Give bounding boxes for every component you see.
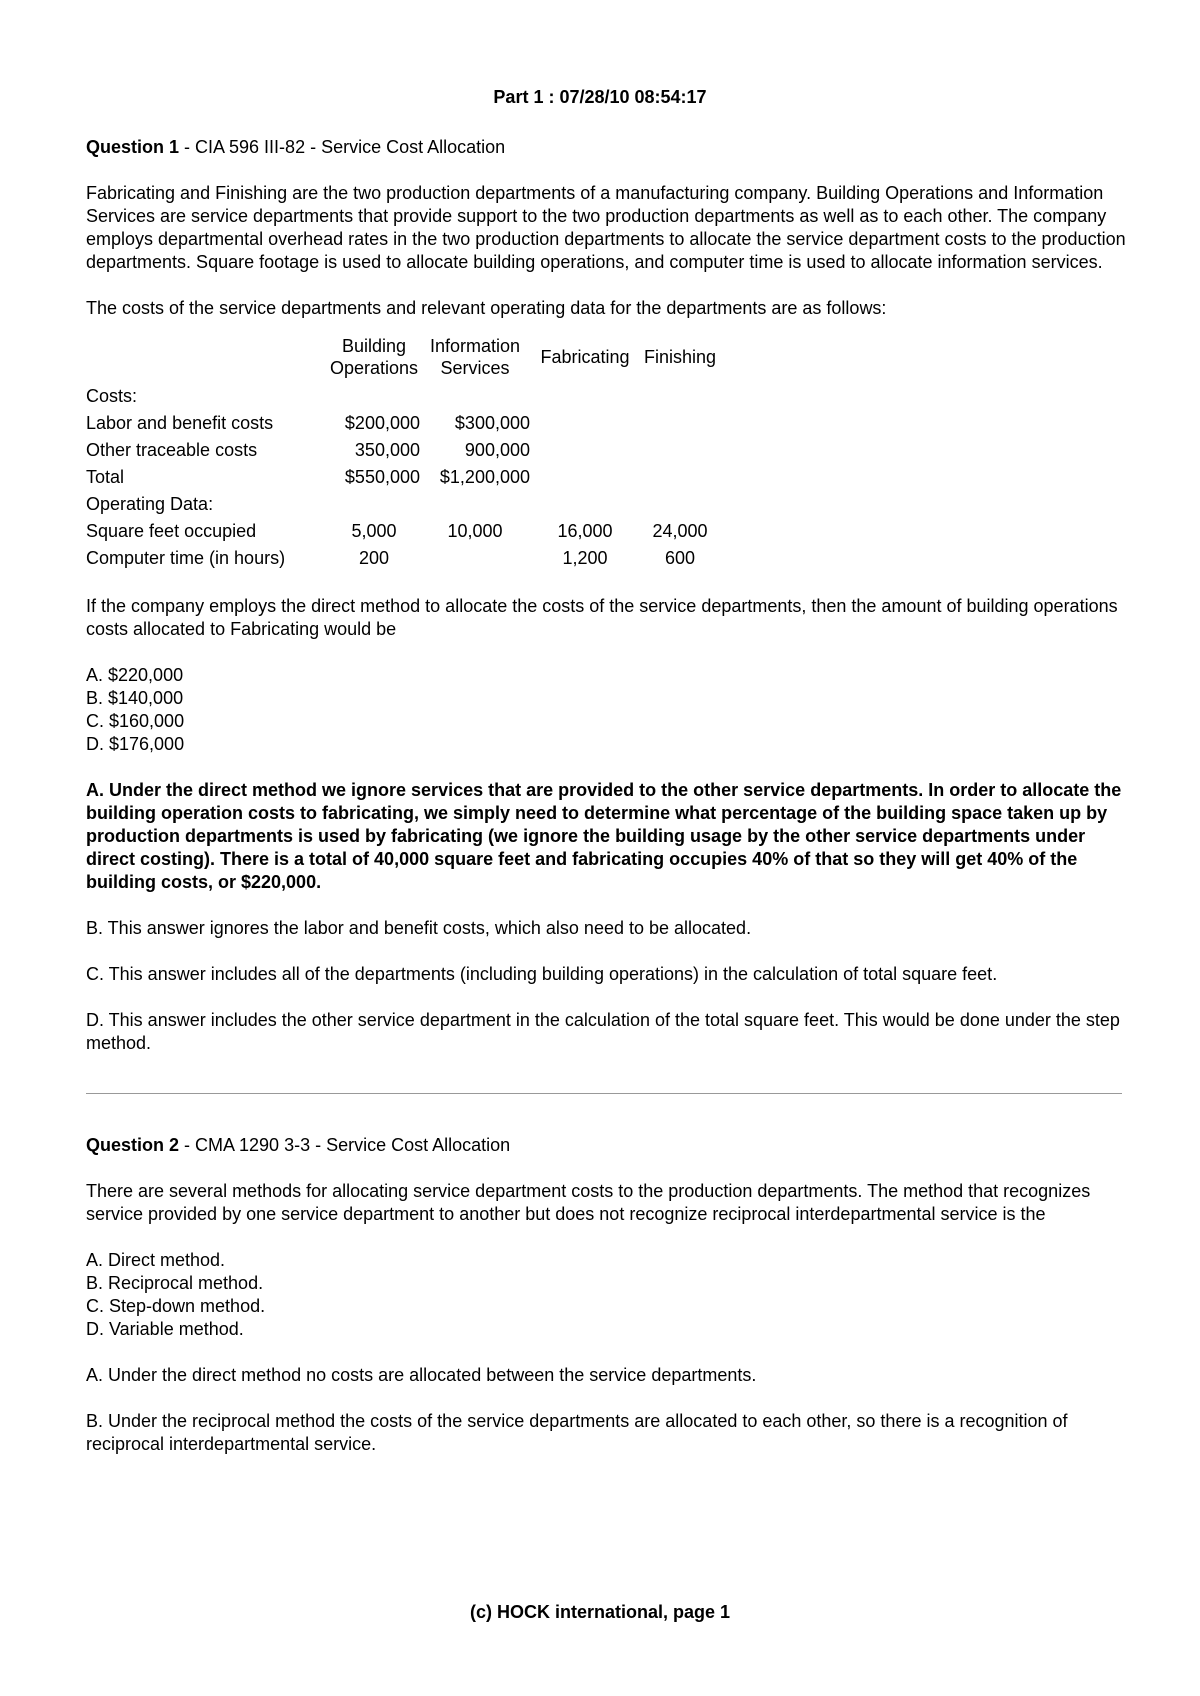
question-1-title-rest: - CIA 596 III-82 - Service Cost Allocation (179, 137, 506, 157)
header-building-operations: Building Operations (329, 336, 419, 378)
table-header-row (86, 333, 720, 383)
question-1-explanation-b: B. This answer ignores the labor and benefit costs, which also need to be allocated. (86, 918, 752, 938)
question-1-correct-answer: A. Under the direct method we ignore services that are provided to the other service departments. In order to allocate the building operation costs to fabricating, we simply need to determine what percentage of the building space taken up by production departments is used by fabricating (we ignore the building usage by the other service departments under direct costing). There is a total of 40,000 square feet and fabricating occupies 40% of that so they will get 40% of the building costs, or $220,000. (86, 780, 1122, 892)
question-2-option-d: D. Variable method. (86, 1319, 244, 1339)
question-2-explanation-a: A. Under the direct method no costs are allocated between the service departments. (86, 1365, 757, 1385)
header-fabricating: Fabricating (540, 347, 630, 367)
question-1-explanation-d: D. This answer includes the other service department in the calculation of the total square feet. This would be done under the step method. (86, 1010, 1120, 1053)
header-information-services: Information Services (429, 336, 521, 378)
question-2-label: Question 2 (86, 1135, 180, 1155)
header-finishing: Finishing (643, 347, 717, 367)
cost-data-table (86, 333, 720, 572)
question-2-option-a: A. Direct method. (86, 1250, 226, 1270)
question-2-explanation-b: B. Under the reciprocal method the costs of the service departments are allocated to each other, so there is a recognition of reciprocal interdepartmental service. (86, 1411, 1068, 1454)
question-2-title-rest: - CMA 1290 3-3 - Service Cost Allocation (179, 1135, 511, 1155)
table-row: Other traceable costs 350,000 900,000 (86, 440, 530, 460)
table-row: Computer time (in hours) 200 1,200 600 (86, 548, 696, 568)
question-1-explanation-c: C. This answer includes all of the departments (including building operations) in the calculation of total square feet. (86, 964, 998, 984)
question-1-table-lead: The costs of the service departments and relevant operating data for the departments are as follows: (86, 298, 887, 318)
question-divider (86, 1093, 1122, 1094)
question-1-option-b: B. $140,000 (86, 688, 184, 708)
costs-section-label: Costs: (86, 386, 138, 406)
question-1-option-a: A. $220,000 (86, 665, 184, 685)
question-1-intro: Fabricating and Finishing are the two production departments of a manufacturing company. Building Operations and Information Services are service departments that provide support to the two production departments as well as to each other. The company employs departmental overhead rates in the two production departments to allocate the service department costs to the production departments. Square footage is used to allocate building operations, and computer time is used to allocate information services. (86, 183, 1126, 272)
question-1-option-d: D. $176,000 (86, 734, 185, 754)
page-footer: (c) HOCK international, page 1 (469, 1602, 731, 1622)
question-2-intro: There are several methods for allocating service department costs to the production departments. The method that recognizes service provided by one service department to another but does not recognize reciprocal interdepartmental service is the (86, 1181, 1091, 1224)
document-body (86, 136, 1126, 1456)
table-row (86, 491, 720, 518)
question-1-label: Question 1 (86, 137, 180, 157)
question-1-title (86, 136, 1126, 159)
table-row: Total $550,000 $1,200,000 (86, 467, 530, 487)
question-2-option-c: C. Step-down method. (86, 1296, 266, 1316)
table-row: Labor and benefit costs $200,000 $300,000 (86, 413, 530, 433)
table-row: Square feet occupied 5,000 10,000 16,000 24,000 (86, 521, 708, 541)
question-1-prompt: If the company employs the direct method to allocate the costs of the service departments, then the amount of building operations costs allocated to Fabricating would be (86, 596, 1118, 639)
operating-section-label: Operating Data: (86, 494, 214, 514)
question-1-option-c: C. $160,000 (86, 711, 185, 731)
question-2-option-b: B. Reciprocal method. (86, 1273, 264, 1293)
question-2-title (86, 1134, 1126, 1157)
page-header: Part 1 : 07/28/10 08:54:17 (493, 87, 707, 107)
table-row (86, 383, 720, 410)
